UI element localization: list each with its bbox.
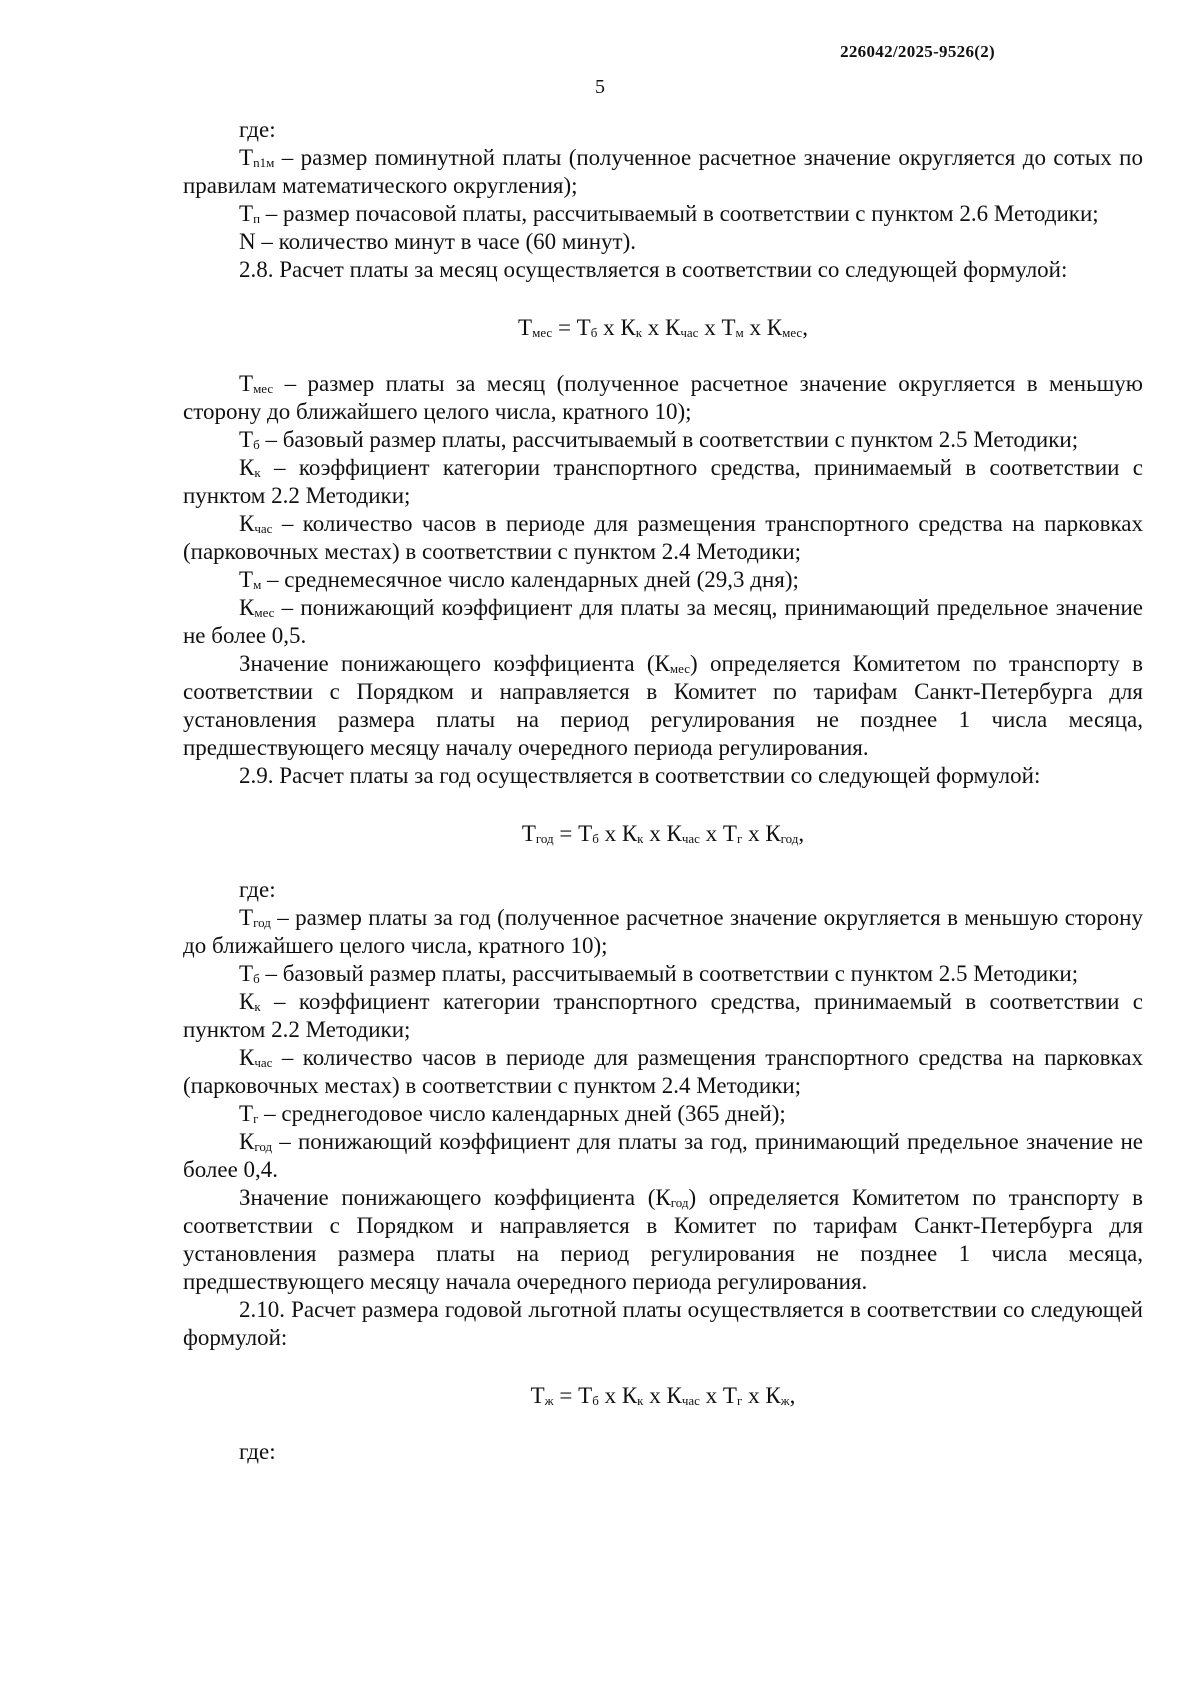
definition-t-b: $Т_б$ – базовый размер платы, рассчитываемый в соответствии с пунктом 2.5 Методики; <box>239 427 1079 452</box>
definition-t-b: $Т_б$ – базовый размер платы, рассчитываемый в соответствии с пунктом 2.5 Методики; <box>239 961 1079 986</box>
document-number: 226042/2025-9526(2) <box>840 42 995 61</box>
where-label: где: <box>239 117 276 142</box>
definition-k-chas: $К_{час}$ – количество часов в периоде для размещения транспортного средства на парковках (парковочных местах) в соответствии с пунктом 2.4 Методики; <box>183 1045 1143 1098</box>
definition-t-m: $Т_м$ – среднемесячное число календарных дней (29,3 дня); <box>239 567 799 592</box>
definition-k-god: $К_{год}$ – понижающий коэффициент для платы за год, принимающий предельное значение не более 0,4. <box>183 1129 1143 1182</box>
definition-k-mes: $К_{мес}$ – понижающий коэффициент для платы за месяц, принимающий предельное значение не более 0,5. <box>183 595 1143 648</box>
formula-preferential: $Т_ж = Т_б$ x $К_к$ x $К_{час}$ x $Т_г$ x $К_ж$, <box>530 1383 796 1408</box>
page-number: 5 <box>595 76 605 98</box>
definition-n: N – количество минут в часе (60 минут). <box>239 229 637 254</box>
note-k-mes: Значение понижающего коэффициента $(К_{мес})$ определяется Комитетом по транспорту в соответствии с Порядком и направляется в Комитет по тарифам Санкт-Петербурга для установления размера платы на период регулирования не позднее 1 числа месяца, предшествующего месяцу началу очередного периода регулирования. <box>183 651 1143 760</box>
where-label: где: <box>239 1439 276 1464</box>
definition-t-mes: $Т_{мес}$ – размер платы за месяц (полученное расчетное значение округляется в меньшую сторону до ближайшего целого числа, кратного 10); <box>183 371 1143 424</box>
section-2-8-intro: 2.8. Расчет платы за месяц осуществляется в соответствии со следующей формулой: <box>239 257 1068 282</box>
definition-k-k: $К_к$ – коэффициент категории транспортного средства, принимаемый в соответствии с пунктом 2.2 Методики; <box>183 989 1143 1042</box>
document-body <box>183 116 1143 1466</box>
definition-k-chas: $К_{час}$ – количество часов в периоде для размещения транспортного средства на парковках (парковочных местах) в соответствии с пунктом 2.4 Методики; <box>183 511 1143 564</box>
section-2-10-intro: 2.10. Расчет размера годовой льготной платы осуществляется в соответствии со следующей формулой: <box>183 1297 1143 1350</box>
formula-yearly: $Т_{год} = Т_б$ x $К_к$ x $К_{час}$ x $Т_г$ x $К_{год}$, <box>521 821 805 846</box>
definition-t-g: $Т_г$ – среднегодовое число календарных дней (365 дней); <box>239 1101 786 1126</box>
formula-monthly: $Т_{мес} = Т_б$ x $К_к$ x $К_{час}$ x $Т_м$ x $К_{мес}$, <box>518 315 808 340</box>
where-label: где: <box>239 877 276 902</box>
definition-t-god: $Т_{год}$ – размер платы за год (полученное расчетное значение округляется в меньшую сторону до ближайшего целого числа, кратного 10); <box>183 905 1143 958</box>
note-k-god: Значение понижающего коэффициента $(К_{год})$ определяется Комитетом по транспорту в соответствии с Порядком и направляется в Комитет по тарифам Санкт-Петербурга для установления размера платы на период регулирования не позднее 1 числа месяца, предшествующего месяцу начала очередного периода регулирования. <box>183 1185 1143 1294</box>
definition-k-k: $К_к$ – коэффициент категории транспортного средства, принимаемый в соответствии с пунктом 2.2 Методики; <box>183 455 1143 508</box>
definition-t-n1m: $Т_{n1м}$ – размер поминутной платы (полученное расчетное значение округляется до сотых по правилам математического округления); <box>183 145 1143 198</box>
definition-t-n: $Т_п$ – размер почасовой платы, рассчитываемый в соответствии с пунктом 2.6 Методики; <box>239 201 1099 226</box>
section-2-9-intro: 2.9. Расчет платы за год осуществляется в соответствии со следующей формулой: <box>239 763 1041 788</box>
